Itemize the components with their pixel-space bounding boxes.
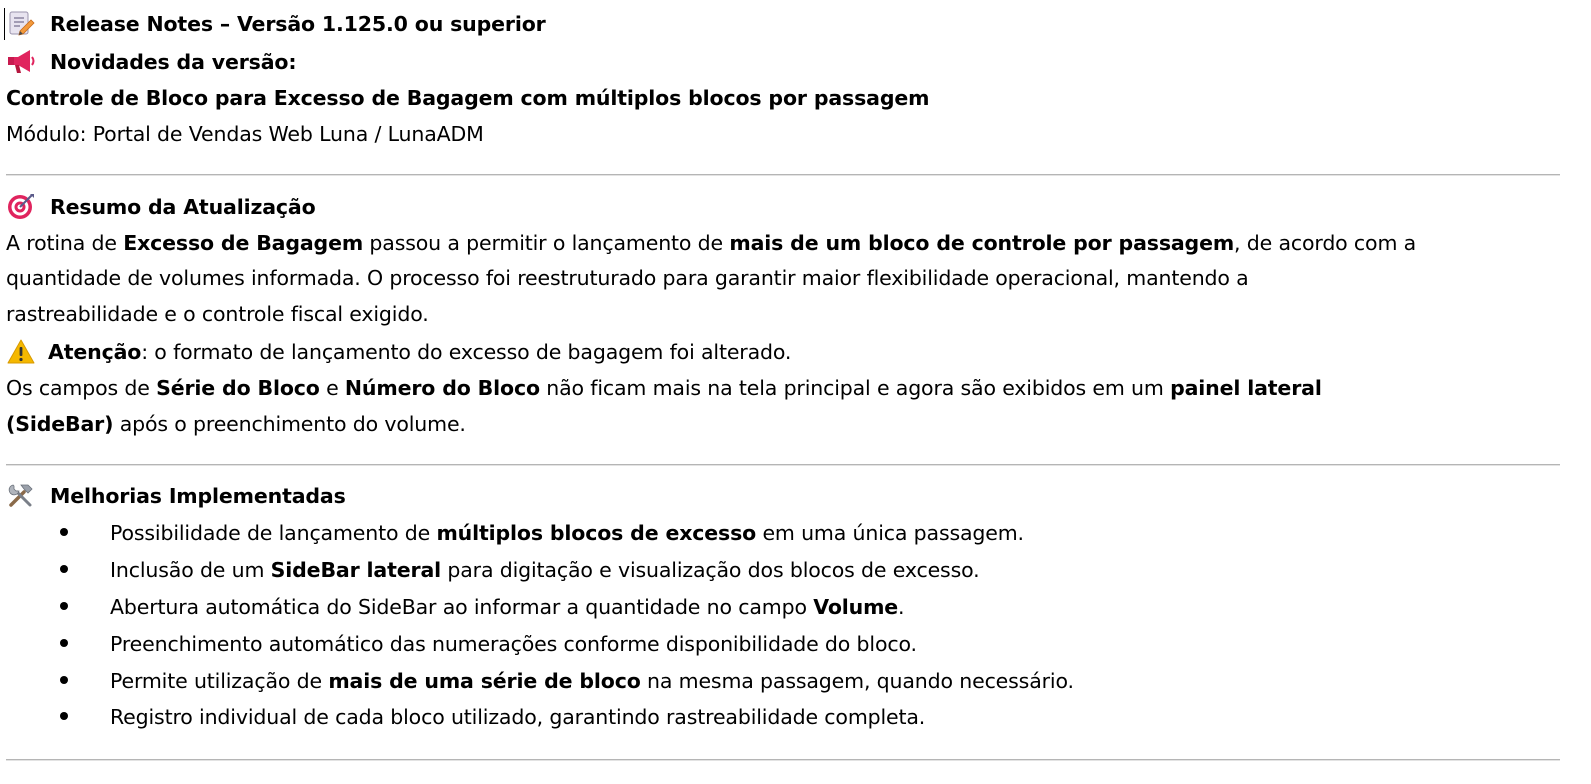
tools-icon <box>6 481 36 509</box>
list-item <box>60 518 1024 548</box>
section-divider <box>6 174 1560 176</box>
text-run: e <box>319 376 345 400</box>
list-item <box>60 666 1074 696</box>
bold-run: Série do Bloco <box>156 376 320 400</box>
list-item <box>60 629 917 659</box>
text-run: . <box>898 595 905 619</box>
text-run: Inclusão de um <box>110 558 271 582</box>
text-run: Possibilidade de lançamento de <box>110 521 437 545</box>
text-cursor <box>4 8 5 40</box>
summary-heading <box>6 192 316 222</box>
bold-run: Excesso de Bagagem <box>123 231 364 255</box>
list-item <box>60 592 904 622</box>
text-run: Permite utilização de <box>110 669 329 693</box>
text-run: em uma única passagem. <box>756 521 1024 545</box>
summary-paragraph-line-2: quantidade de volumes informada. O processo foi reestruturado para garantir maior flexibilidade operacional, mantendo a <box>6 266 1249 290</box>
memo-pencil-icon <box>6 9 36 37</box>
summary-paragraph-line-5 <box>6 409 466 439</box>
summary-paragraph-line-4 <box>6 373 1322 403</box>
warning-icon <box>6 337 36 365</box>
text-run: Preenchimento automático das numerações conforme disponibilidade do bloco. <box>110 632 917 656</box>
warning-bold: Atenção <box>48 340 142 364</box>
bold-run: Número do Bloco <box>344 376 540 400</box>
bold-run: painel lateral <box>1170 376 1322 400</box>
bold-run: (SideBar) <box>6 412 114 436</box>
release-title <box>6 9 546 39</box>
section-divider <box>6 759 1560 761</box>
text-run: Registro individual de cada bloco utilizado, garantindo rastreabilidade completa. <box>110 705 926 729</box>
warning-line <box>6 337 791 367</box>
warning-text: : o formato de lançamento do excesso de bagagem foi alterado. <box>141 340 792 364</box>
bullet-icon <box>60 676 68 684</box>
section-divider <box>6 464 1560 466</box>
bullet-icon <box>60 565 68 573</box>
bold-run: múltiplos blocos de excesso <box>436 521 757 545</box>
news-heading <box>6 47 296 77</box>
megaphone-icon <box>6 47 36 75</box>
title-text: Release Notes – Versão 1.125.0 ou superior <box>50 12 546 36</box>
bold-run: SideBar lateral <box>270 558 442 582</box>
bullet-icon <box>60 528 68 536</box>
text-run: passou a permitir o lançamento de <box>363 231 730 255</box>
text-run: na mesma passagem, quando necessário. <box>640 669 1074 693</box>
bold-run: Volume <box>813 595 899 619</box>
module-line: Módulo: Portal de Vendas Web Luna / LunaADM <box>6 122 484 146</box>
text-run: A rotina de <box>6 231 124 255</box>
list-item <box>60 555 980 585</box>
list-item <box>60 702 925 732</box>
text-run: para digitação e visualização dos blocos de excesso. <box>441 558 980 582</box>
text-run: , de acordo com a <box>1234 231 1417 255</box>
bullet-icon <box>60 639 68 647</box>
target-icon <box>6 192 36 220</box>
text-run: após o preenchimento do volume. <box>113 412 466 436</box>
summary-paragraph-line-1 <box>6 228 1416 258</box>
summary-heading-text: Resumo da Atualização <box>50 195 316 219</box>
improvements-heading-text: Melhorias Implementadas <box>50 484 346 508</box>
summary-paragraph-line-3: rastreabilidade e o controle fiscal exigido. <box>6 302 429 326</box>
news-heading-text: Novidades da versão: <box>50 50 297 74</box>
improvements-heading <box>6 481 346 511</box>
text-run: não ficam mais na tela principal e agora são exibidos em um <box>539 376 1171 400</box>
feature-title: Controle de Bloco para Excesso de Bagagem com múltiplos blocos por passagem <box>6 86 930 110</box>
bold-run: mais de uma série de bloco <box>328 669 641 693</box>
text-run: Os campos de <box>6 376 157 400</box>
bullet-icon <box>60 602 68 610</box>
bold-run: mais de um bloco de controle por passagem <box>729 231 1235 255</box>
text-run: Abertura automática do SideBar ao informar a quantidade no campo <box>110 595 814 619</box>
bullet-icon <box>60 712 68 720</box>
